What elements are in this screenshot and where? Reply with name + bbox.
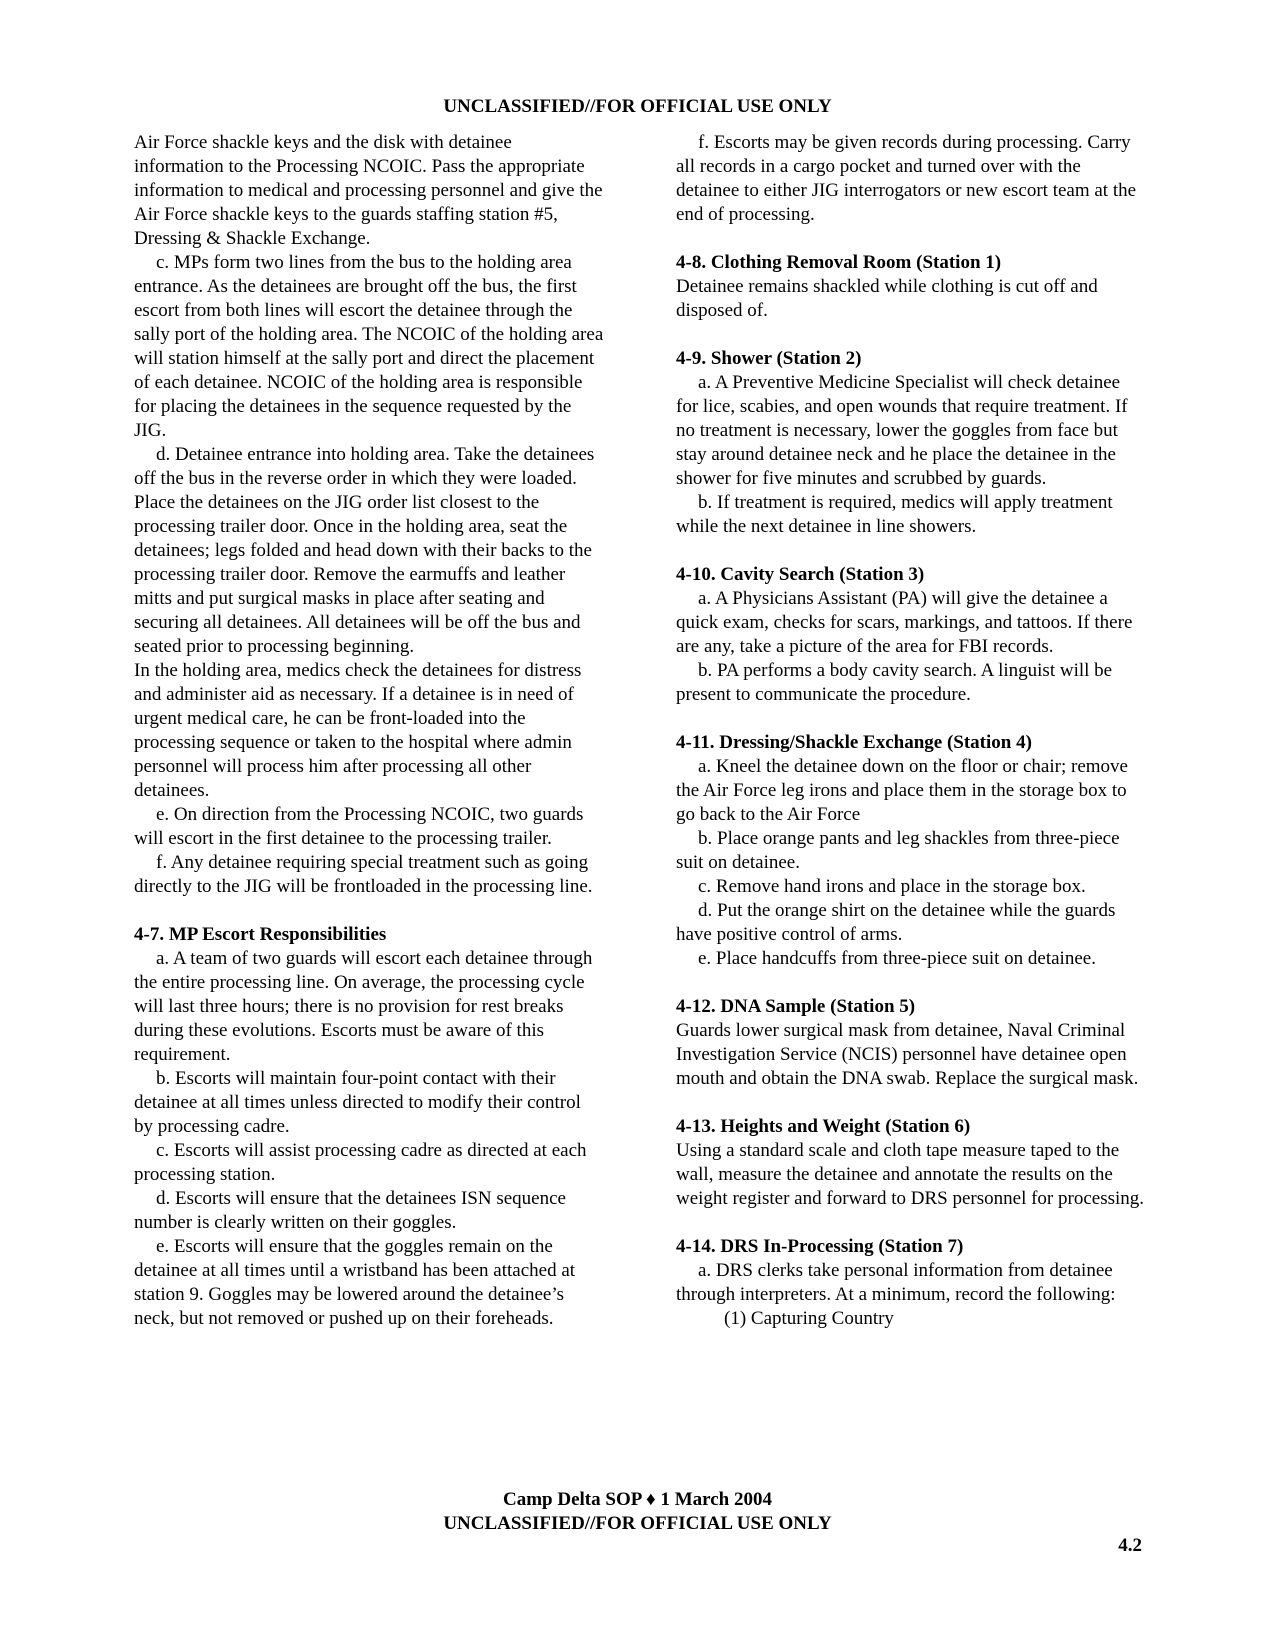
paragraph: Using a standard scale and cloth tape measure taped to the wall, measure the detainee and annotate the results on the weight register and forward to DRS personnel for processing.	[676, 1140, 1145, 1209]
paragraph: In the holding area, medics check the detainees for distress and administer aid as necessary. If a detainee is in need of urgent medical care, he can be front-loaded into the processing sequence or taken to the hospital where admin personnel will process him after processing all other detainees.	[134, 660, 582, 801]
section-heading-4-14: 4-14. DRS In-Processing (Station 7)	[676, 1236, 964, 1257]
page-number: 4.2	[1118, 1535, 1142, 1556]
right-column	[676, 131, 1146, 1331]
section-heading-4-7: 4-7. MP Escort Responsibilities	[134, 924, 387, 945]
section-heading-4-12: 4-12. DNA Sample (Station 5)	[676, 996, 916, 1017]
paragraph: d. Put the orange shirt on the detainee while the guards have positive control of arms.	[676, 900, 1116, 945]
paragraph: c. MPs form two lines from the bus to the holding area entrance. As the detainees are brought off the bus, the first escort from both lines will escort the detainee through the sally port of the holding area. The NCOIC of the holding area will station himself at the sally port and direct the placement of each detainee. NCOIC of the holding area is responsible for placing the detainees in the sequence requested by the JIG.	[134, 252, 604, 441]
footer-classification: UNCLASSIFIED//FOR OFFICIAL USE ONLY	[443, 1513, 832, 1534]
paragraph: a. Kneel the detainee down on the floor or chair; remove the Air Force leg irons and place them in the storage box to go back to the Air Force	[676, 756, 1128, 825]
footer-sop-line: Camp Delta SOP ♦ 1 March 2004	[503, 1489, 772, 1510]
left-column	[134, 131, 604, 1331]
paragraph: e. Escorts will ensure that the goggles remain on the detainee at all times until a wristband has been attached at station 9. Goggles may be lowered around the detainee’s neck, but not removed or pushed up on their foreheads.	[134, 1236, 576, 1329]
paragraph: f. Any detainee requiring special treatment such as going directly to the JIG will be frontloaded in the processing line.	[134, 852, 593, 897]
list-item: (1) Capturing Country	[724, 1308, 894, 1329]
paragraph: d. Detainee entrance into holding area. Take the detainees off the bus in the reverse order in which they were loaded. Place the detainees on the JIG order list closest to the processing trailer door. Once in the holding area, seat the detainees; legs folded and head down with their backs to the processing trailer door. Remove the earmuffs and leather mitts and put surgical masks in place after seating and securing all detainees. All detainees will be off the bus and seated prior to processing beginning.	[134, 444, 595, 657]
paragraph: b. Place orange pants and leg shackles from three-piece suit on detainee.	[676, 828, 1120, 873]
paragraph: d. Escorts will ensure that the detainees ISN sequence number is clearly written on their goggles.	[134, 1188, 566, 1233]
paragraph: c. Remove hand irons and place in the storage box.	[698, 876, 1086, 897]
paragraph: Guards lower surgical mask from detainee, Naval Criminal Investigation Service (NCIS) personnel have detainee open mouth and obtain the DNA swab. Replace the surgical mask.	[676, 1020, 1139, 1089]
paragraph: b. If treatment is required, medics will apply treatment while the next detainee in line showers.	[676, 492, 1113, 537]
footer	[0, 1488, 1275, 1536]
paragraph: b. Escorts will maintain four-point contact with their detainee at all times unless directed to modify their control by processing cadre.	[134, 1068, 581, 1137]
paragraph: e. On direction from the Processing NCOIC, two guards will escort in the first detainee to the processing trailer.	[134, 804, 584, 849]
paragraph: Air Force shackle keys and the disk with detainee information to the Processing NCOIC. Pass the appropriate information to medical and processing personnel and give the Air Force shackle keys to the guards staffing station #5, Dressing & Shackle Exchange.	[134, 132, 603, 249]
paragraph: f. Escorts may be given records during processing. Carry all records in a cargo pocket and turned over with the detainee to either JIG interrogators or new escort team at the end of processing.	[676, 132, 1137, 225]
paragraph: a. A team of two guards will escort each detainee through the entire processing line. On average, the processing cycle will last three hours; there is no provision for rest breaks during these evolutions. Escorts must be aware of this requirement.	[134, 948, 593, 1065]
paragraph: e. Place handcuffs from three-piece suit on detainee.	[698, 948, 1096, 969]
paragraph: b. PA performs a body cavity search. A linguist will be present to communicate the procedure.	[676, 660, 1113, 705]
paragraph: Detainee remains shackled while clothing is cut off and disposed of.	[676, 276, 1098, 321]
paragraph: c. Escorts will assist processing cadre as directed at each processing station.	[134, 1140, 587, 1185]
section-heading-4-10: 4-10. Cavity Search (Station 3)	[676, 564, 925, 585]
section-heading-4-9: 4-9. Shower (Station 2)	[676, 348, 862, 369]
section-heading-4-8: 4-8. Clothing Removal Room (Station 1)	[676, 252, 1002, 273]
paragraph: a. A Physicians Assistant (PA) will give the detainee a quick exam, checks for scars, markings, and tattoos. If there are any, take a picture of the area for FBI records.	[676, 588, 1133, 657]
section-heading-4-13: 4-13. Heights and Weight (Station 6)	[676, 1116, 971, 1137]
section-heading-4-11: 4-11. Dressing/Shackle Exchange (Station 4)	[676, 732, 1032, 753]
header-classification: UNCLASSIFIED//FOR OFFICIAL USE ONLY	[443, 96, 832, 117]
paragraph: a. DRS clerks take personal information from detainee through interpreters. At a minimum, record the following:	[676, 1260, 1116, 1305]
paragraph: a. A Preventive Medicine Specialist will check detainee for lice, scabies, and open wounds that require treatment. If no treatment is necessary, lower the goggles from face but stay around detainee neck and he place the detainee in the shower for five minutes and scrubbed by guards.	[676, 372, 1128, 489]
